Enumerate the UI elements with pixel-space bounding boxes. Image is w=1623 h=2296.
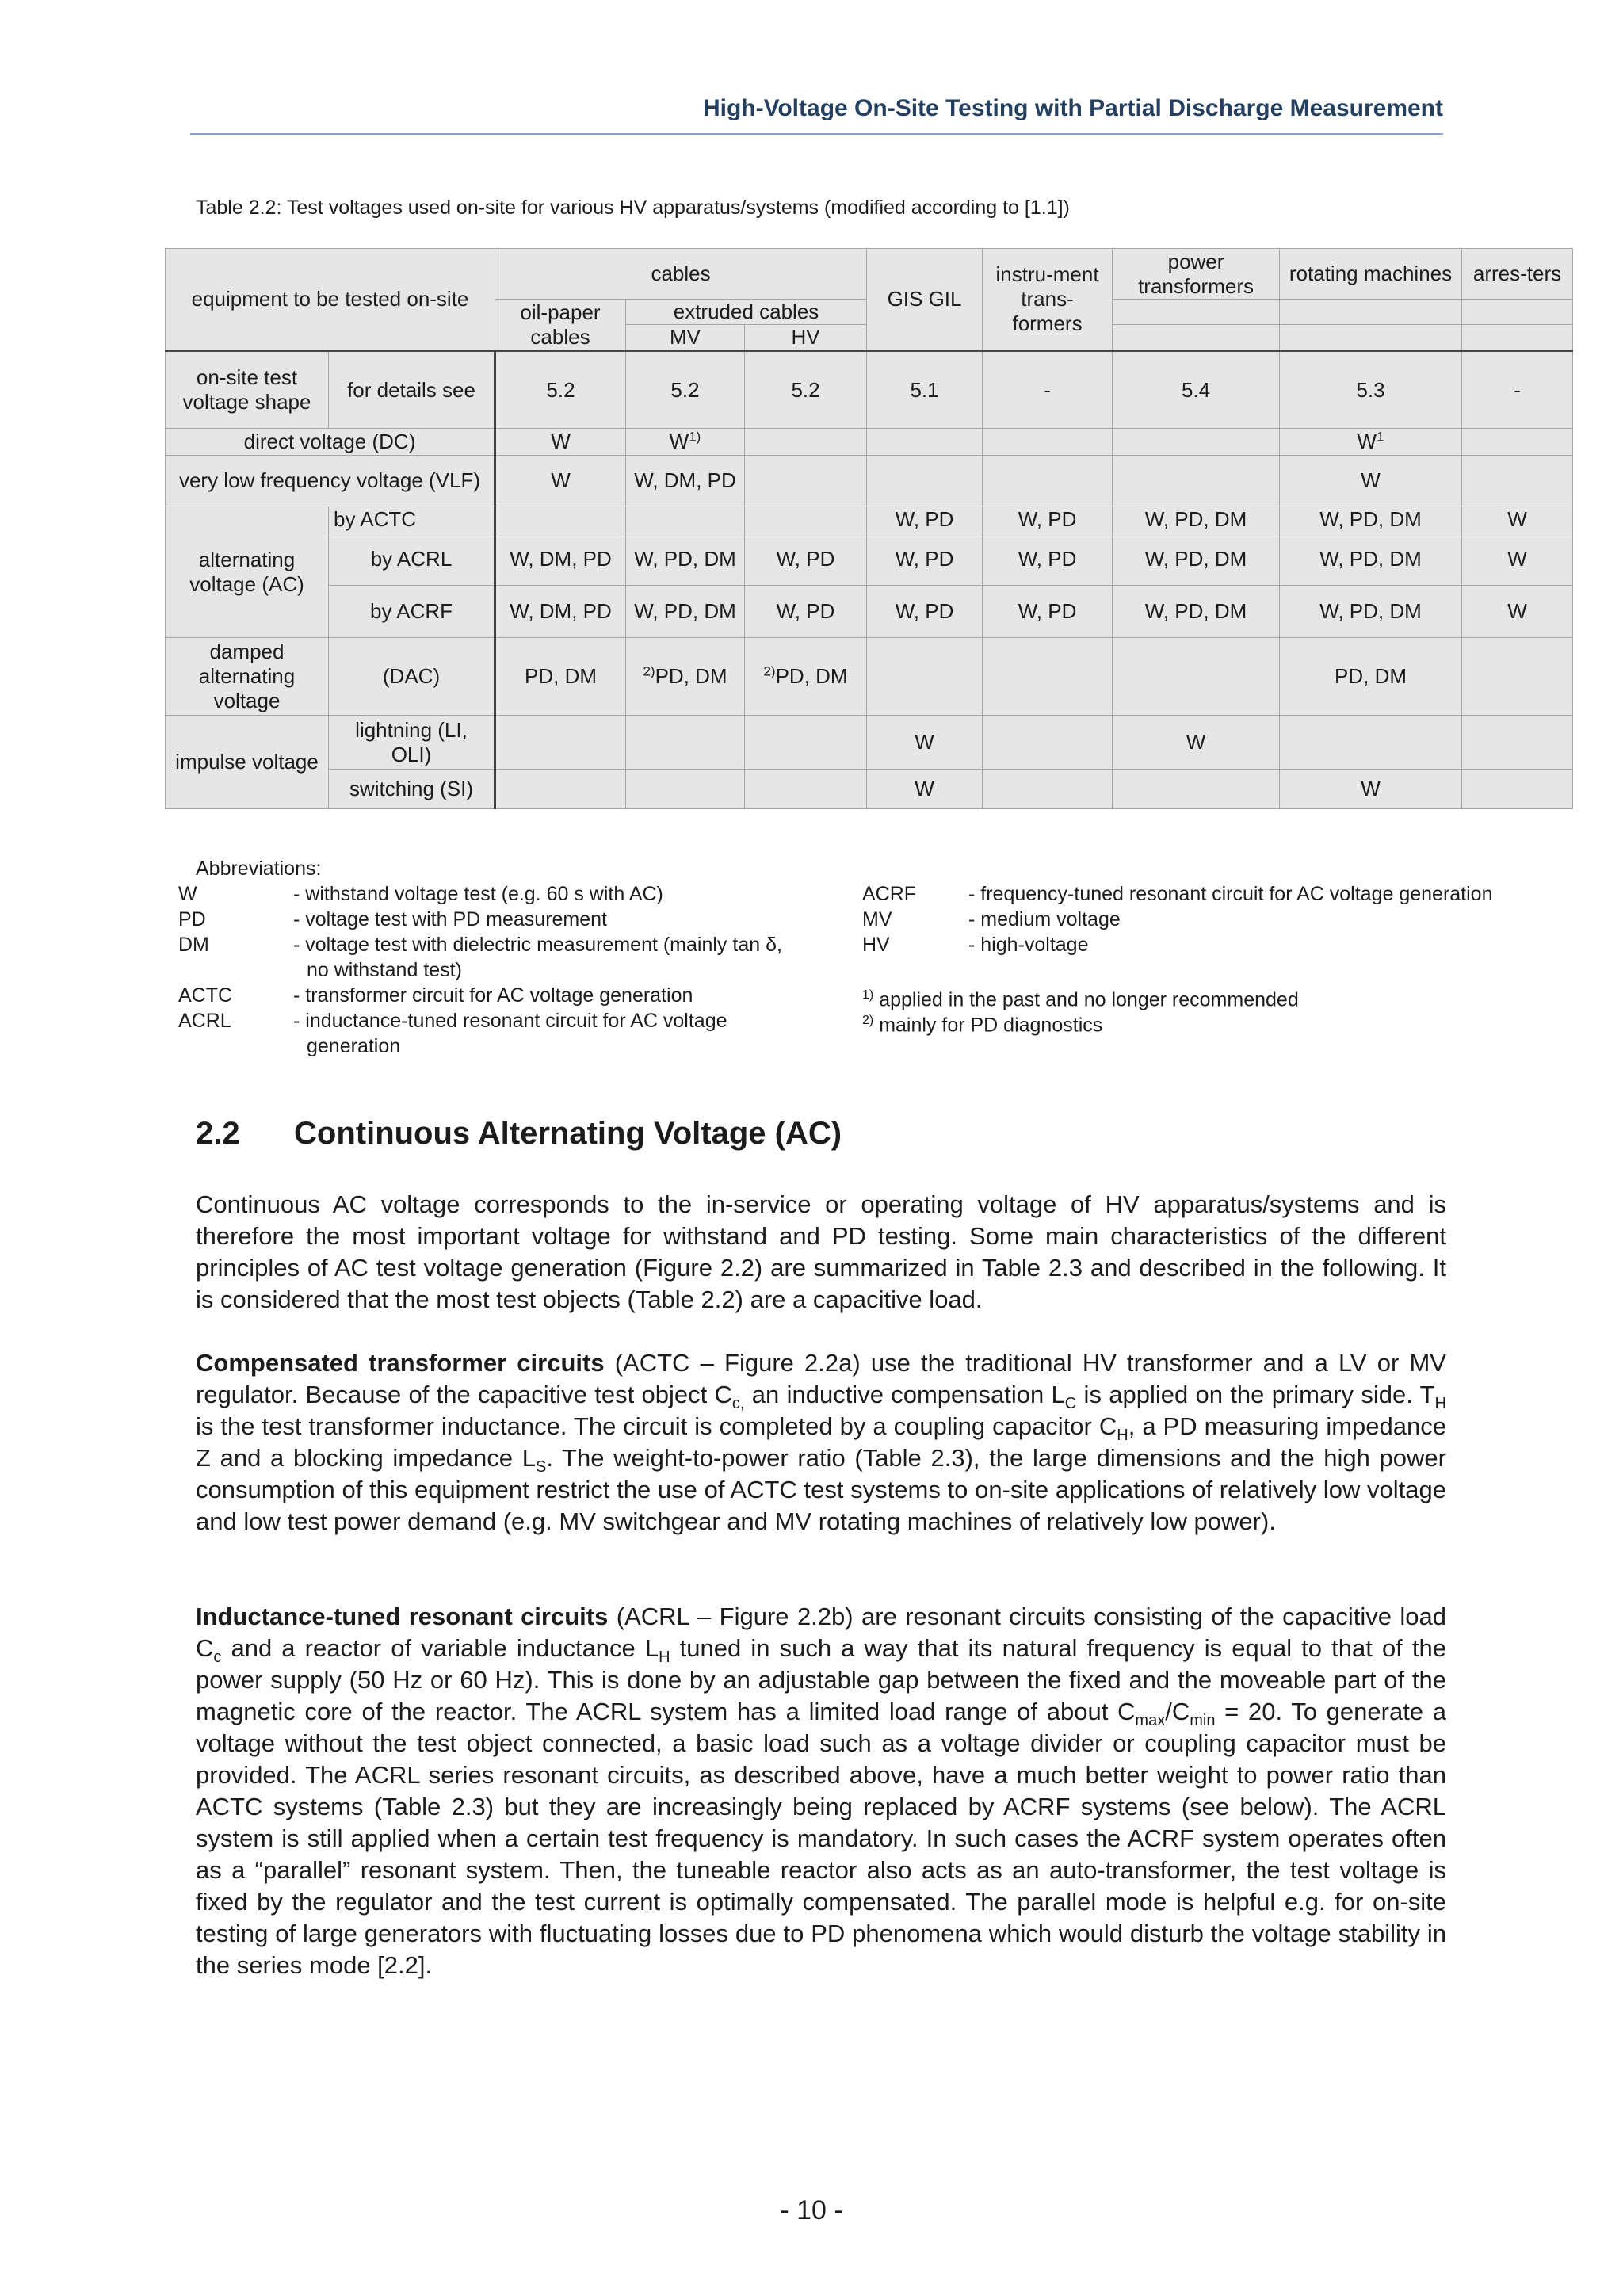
abbr-value: - high-voltage: [968, 934, 1089, 956]
subscript: C: [1064, 1395, 1077, 1413]
abbr-key: ACTC: [178, 984, 233, 1007]
abbr-key: MV: [862, 908, 892, 930]
subscript: H: [1117, 1427, 1128, 1445]
empty-cell: [626, 506, 745, 533]
cell: W: [1280, 456, 1462, 506]
abbr-key: W: [178, 883, 197, 905]
abbr-value: - withstand voltage test (e.g. 60 s with AC): [293, 883, 663, 905]
col-oil-paper-cables: oil-paper cables: [495, 300, 626, 351]
text: /C: [1165, 1698, 1190, 1725]
empty-cell: [745, 456, 867, 506]
empty-cell: [1462, 638, 1573, 716]
table-caption: Table 2.2: Test voltages used on-site for various HV apparatus/systems (modified according to [1.1]): [196, 197, 1070, 219]
abbr-key: HV: [862, 934, 890, 956]
empty-cell: [745, 506, 867, 533]
footnote-2: [862, 1008, 1102, 1037]
row-ac-label: alternating voltage (AC): [166, 506, 329, 638]
paragraph-acrl: [196, 1601, 1446, 1981]
subscript: max: [1135, 1712, 1166, 1730]
empty-cell: [983, 456, 1113, 506]
row-actc-label: by ACTC: [329, 506, 495, 533]
test-voltage-table: [165, 248, 1573, 809]
empty-cell: [1462, 429, 1573, 456]
empty-cell: [1462, 770, 1573, 809]
row-acrl-label: by ACRL: [329, 533, 495, 586]
cell: [745, 638, 867, 716]
empty-cell: [745, 429, 867, 456]
cell: W, PD: [745, 586, 867, 638]
col-instrument-transformers: instru-ment trans-formers: [983, 249, 1113, 351]
footnote-mark: 2): [763, 663, 776, 679]
header-rule: [190, 133, 1443, 135]
col-power-transformers: power transformers: [1113, 249, 1280, 300]
row-dc-label: direct voltage (DC): [166, 429, 495, 456]
cell: W, PD: [867, 533, 983, 586]
empty-cell: [495, 716, 626, 770]
cell: 5.4: [1113, 351, 1280, 429]
cell: W, PD, DM: [1113, 586, 1280, 638]
empty-cell: [1462, 300, 1573, 325]
abbr-key: DM: [178, 934, 209, 956]
text: is applied on the primary side. T: [1076, 1381, 1435, 1408]
footnote-mark: 2): [862, 1014, 874, 1027]
col-gis-gil: GIS GIL: [867, 249, 983, 351]
empty-cell: [495, 506, 626, 533]
page-number: - 10 -: [780, 2195, 843, 2225]
col-rotating-machines: rotating machines: [1280, 249, 1462, 300]
subscript: min: [1190, 1712, 1216, 1730]
col-extruded-cables: extruded cables: [626, 300, 867, 325]
empty-cell: [1113, 300, 1280, 325]
section-number: 2.2: [196, 1116, 240, 1151]
cell-text: W: [1357, 430, 1377, 453]
abbr-key: ACRL: [178, 1010, 231, 1032]
text: (ACTC – Figure 2.2a) use the traditional HV transformer and a LV or MV regulator. Because of the capacitive test object C: [196, 1349, 1446, 1408]
cell: W: [1462, 533, 1573, 586]
text: . The weight-to-power ratio (Table 2.3), the large dimensions and the high power consumption of this equipment restrict the use of ACTC test systems to on-site applications of relatively low voltage and low test power demand (e.g. MV switchgear and MV rotating machines of relatively low power).: [196, 1444, 1446, 1535]
text: , a PD measuring impedance Z and a blocking impedance L: [196, 1412, 1447, 1472]
cell: W: [495, 456, 626, 506]
paragraph-intro: Continuous AC voltage corresponds to the in-service or operating voltage of HV apparatus/systems and is therefore the most important voltage for withstand and PD testing. Some main characteristics of the different principles of AC test voltage generation (Figure 2.2) are summarized in Table 2.3 and described in the following. It is considered that the most test objects (Table 2.2) are a capacitive load.: [196, 1190, 1446, 1313]
empty-cell: [983, 716, 1113, 770]
cell: PD, DM: [495, 638, 626, 716]
footnote-mark: 1): [689, 429, 701, 445]
row-shape-label: on-site test voltage shape: [166, 351, 329, 429]
col-arresters: arres-ters: [1462, 249, 1573, 300]
empty-cell: [983, 429, 1113, 456]
cell: 5.3: [1280, 351, 1462, 429]
row-dac-sub: (DAC): [329, 638, 495, 716]
cell: [1280, 429, 1462, 456]
footnote-mark: 2): [643, 663, 655, 679]
text: (ACRL – Figure 2.2b) are resonant circuits consisting of the capacitive load C: [196, 1603, 1446, 1662]
abbr-key: ACRF: [862, 883, 917, 905]
empty-cell: [1113, 638, 1280, 716]
cell-text: W: [669, 430, 689, 453]
empty-cell: [867, 429, 983, 456]
footnote-text: applied in the past and no longer recommended: [879, 988, 1299, 1011]
subscript: H: [659, 1648, 670, 1667]
abbr-value: - voltage test with PD measurement: [293, 908, 607, 930]
text: is the test transformer inductance. The circuit is completed by a coupling capacitor C: [196, 1412, 1117, 1440]
cell: W, PD: [745, 533, 867, 586]
cell: W, DM, PD: [626, 456, 745, 506]
cell: W, PD: [983, 586, 1113, 638]
empty-cell: [1462, 325, 1573, 351]
section-title: Continuous Alternating Voltage (AC): [294, 1116, 842, 1151]
cell: W: [1280, 770, 1462, 809]
text: tuned in such a way that its natural frequency is equal to that of the power supply (50 Hz or 60 Hz). This is done by an adjustable gap between the fixed and the moveable part of the magnetic core of the reactor. The ACRL system has a limited load range of about C: [196, 1634, 1446, 1725]
col-cables: cables: [495, 249, 867, 300]
empty-cell: [1280, 325, 1462, 351]
empty-cell: [1113, 456, 1280, 506]
empty-cell: [867, 456, 983, 506]
empty-cell: [626, 770, 745, 809]
empty-cell: [1113, 325, 1280, 351]
cell-text: PD, DM: [655, 664, 727, 688]
paragraph-actc: [196, 1347, 1446, 1538]
empty-cell: [983, 638, 1113, 716]
row-dac-label: damped alternating voltage: [166, 638, 329, 716]
subscript: S: [535, 1458, 547, 1477]
section-heading: [196, 1116, 842, 1152]
abbr-key: PD: [178, 908, 206, 930]
row-si-label: switching (SI): [329, 770, 495, 809]
abbr-value: - transformer circuit for AC voltage generation: [293, 984, 693, 1007]
empty-cell: [1280, 716, 1462, 770]
abbreviations-title: Abbreviations:: [196, 858, 322, 880]
cell: W, PD, DM: [626, 533, 745, 586]
subscript: c: [213, 1648, 222, 1667]
footnote-mark: 1): [862, 988, 874, 1002]
cell: W, PD, DM: [1280, 506, 1462, 533]
cell: W: [867, 770, 983, 809]
cell: W, PD, DM: [626, 586, 745, 638]
footnote-text: mainly for PD diagnostics: [879, 1014, 1103, 1037]
footnote-mark: 1: [1377, 429, 1384, 445]
row-shape-sub: for details see: [329, 351, 495, 429]
running-header: High-Voltage On-Site Testing with Partial Discharge Measurement: [702, 95, 1443, 121]
cell: W, PD: [867, 586, 983, 638]
cell: PD, DM: [1280, 638, 1462, 716]
cell: W, PD, DM: [1280, 586, 1462, 638]
abbr-value: - frequency-tuned resonant circuit for AC voltage generation: [968, 883, 1493, 905]
empty-cell: [983, 770, 1113, 809]
row-acrf-label: by ACRF: [329, 586, 495, 638]
empty-cell: [1462, 456, 1573, 506]
empty-cell: [1462, 716, 1573, 770]
cell: 5.1: [867, 351, 983, 429]
cell: -: [983, 351, 1113, 429]
row-li-label: lightning (LI, OLI): [329, 716, 495, 770]
text: an inductive compensation L: [744, 1381, 1065, 1408]
paragraph-lead: Inductance-tuned resonant circuits: [196, 1603, 609, 1630]
col-equipment: equipment to be tested on-site: [166, 249, 495, 351]
cell: W: [867, 716, 983, 770]
cell: W, DM, PD: [495, 586, 626, 638]
subscript: H: [1434, 1395, 1446, 1413]
cell: W, PD, DM: [1113, 533, 1280, 586]
empty-cell: [1113, 770, 1280, 809]
col-hv: HV: [745, 325, 867, 351]
cell: 5.2: [745, 351, 867, 429]
empty-cell: [495, 770, 626, 809]
cell: W: [495, 429, 626, 456]
cell: 5.2: [495, 351, 626, 429]
cell: [626, 429, 745, 456]
cell: W, PD: [983, 533, 1113, 586]
empty-cell: [745, 716, 867, 770]
cell: [626, 638, 745, 716]
abbr-value: no withstand test): [307, 959, 462, 981]
abbr-value: - medium voltage: [968, 908, 1121, 930]
empty-cell: [1280, 300, 1462, 325]
subscript: c,: [731, 1395, 745, 1413]
empty-cell: [745, 770, 867, 809]
cell: W, DM, PD: [495, 533, 626, 586]
cell: W, PD: [983, 506, 1113, 533]
cell: -: [1462, 351, 1573, 429]
cell: W, PD: [867, 506, 983, 533]
text: and a reactor of variable inductance L: [221, 1634, 659, 1662]
abbr-value: generation: [307, 1035, 401, 1057]
abbr-value: - voltage test with dielectric measurement (mainly tan δ,: [293, 934, 782, 956]
text: = 20. To generate a voltage without the test object connected, a basic load such as a voltage divider or coupling capacitor must be provided. The ACRL series resonant circuits, as described above, have a much better weight to power ratio than ACTC systems (Table 2.3) but they are increasingly being replaced by ACRF systems (see below). The ACRL system is still applied when a certain test frequency is mandatory. In such cases the ACRF system operates often as a “parallel” resonant system. Then, the tuneable reactor also acts as an auto-transformer, the test voltage is fixed by the regulator and the test current is optimally compensated. The parallel mode is helpful e.g. for on-site testing of large generators with fluctuating losses due to PD phenomena which would disturb the voltage stability in the series mode [2.2].: [196, 1698, 1446, 1979]
empty-cell: [867, 638, 983, 716]
row-vlf-label: very low frequency voltage (VLF): [166, 456, 495, 506]
paragraph-lead: Compensated transformer circuits: [196, 1349, 605, 1377]
cell: W: [1462, 506, 1573, 533]
empty-cell: [1113, 429, 1280, 456]
empty-cell: [626, 716, 745, 770]
col-mv: MV: [626, 325, 745, 351]
cell: W: [1113, 716, 1280, 770]
cell: W, PD, DM: [1280, 533, 1462, 586]
cell: W: [1462, 586, 1573, 638]
abbr-value: - inductance-tuned resonant circuit for AC voltage: [293, 1010, 727, 1032]
cell: W, PD, DM: [1113, 506, 1280, 533]
row-impulse-label: impulse voltage: [166, 716, 329, 809]
cell-text: PD, DM: [775, 664, 848, 688]
cell: 5.2: [626, 351, 745, 429]
